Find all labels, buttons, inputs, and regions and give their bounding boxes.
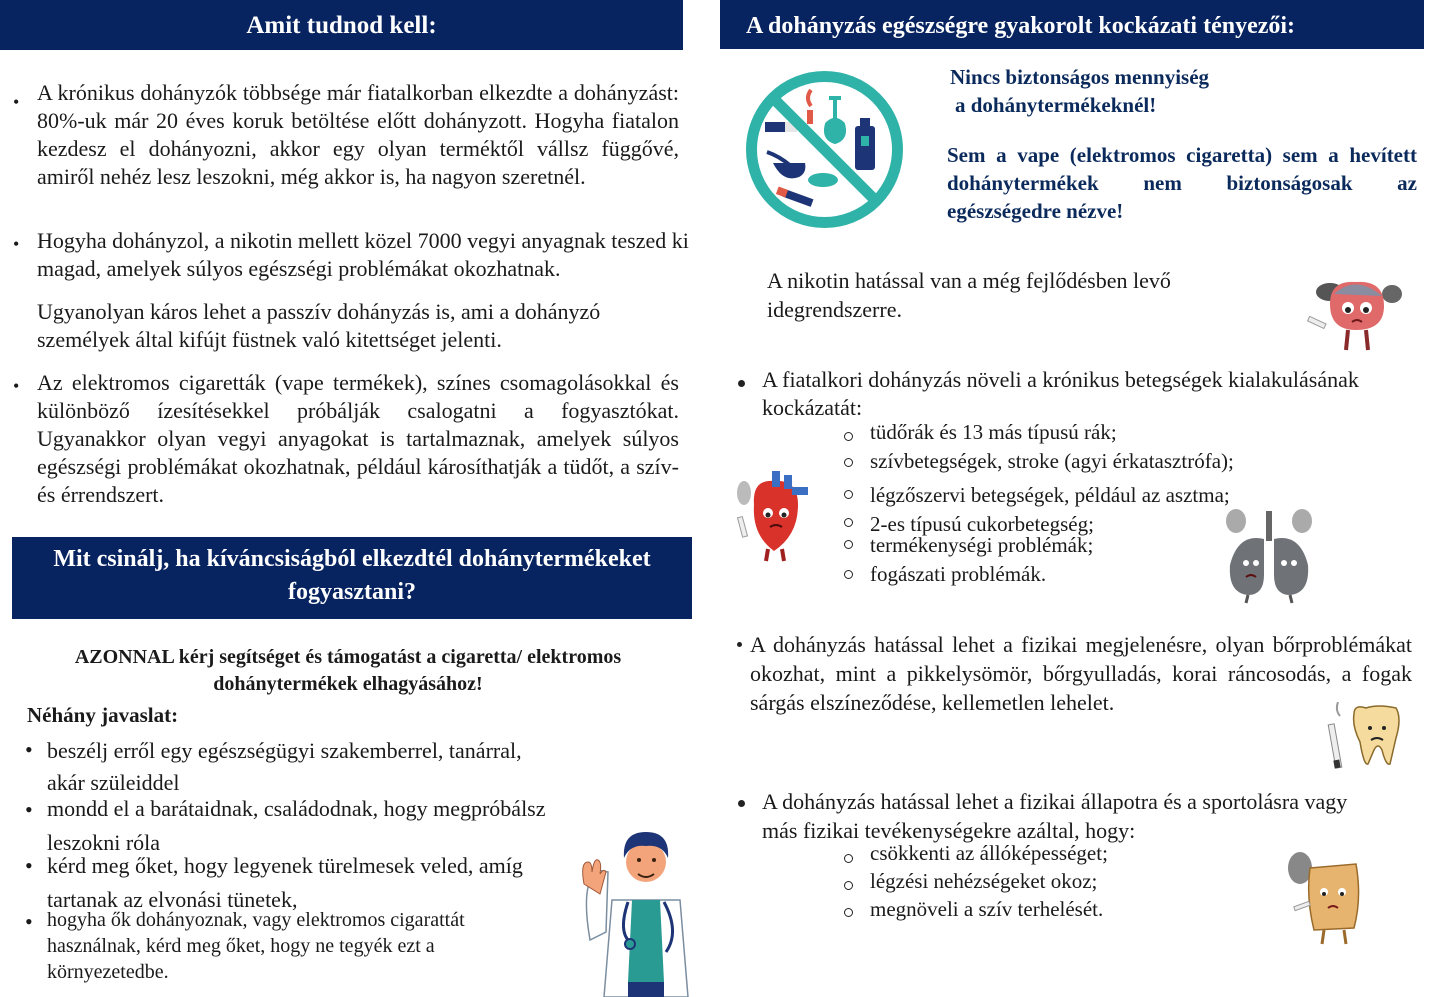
physical-item: megnöveli a szív terhelését. bbox=[870, 897, 1104, 921]
tired-sponge-illustration bbox=[1280, 848, 1376, 948]
nicotine-line1: A nikotin hatással van a még fejlődésben levő bbox=[767, 268, 1171, 293]
sub-bullet bbox=[844, 570, 853, 579]
bullet: • bbox=[13, 234, 20, 254]
section-title-line2: fogyasztani? bbox=[288, 579, 416, 605]
no-tobacco-products-icon bbox=[743, 68, 906, 231]
suggestion-line: használnak, kérd meg őket, hogy ne tegyék ezt a bbox=[47, 935, 435, 957]
chronic-item: 2-es típusú cukorbetegség; bbox=[870, 512, 1094, 536]
fact-passive-smoking: Ugyanolyan káros lehet a passzív dohányzás is, ami a dohányzó személyek által kifújt füstnek való kitettséget jelenti. bbox=[37, 299, 601, 352]
nicotine-line2: idegrendszerre. bbox=[767, 297, 902, 322]
physical-effects-intro bbox=[762, 787, 1347, 845]
chronic-item: tüdőrák és 13 más típusú rák; bbox=[870, 420, 1117, 444]
sub-bullet bbox=[844, 518, 853, 527]
fact-early-smoking: A krónikus dohányzók többsége már fiatalkorban elkezdte a dohányzást: 80%-uk már 20 éves koruk betöltése előtt dohányzott. Hogyha fiatalon kezdesz el dohányozni, akkor egy olyan terméktől vállsz függővé, amiről nehéz lesz leszokni, még akkor is, ha nagyon szeretnél. bbox=[37, 80, 679, 189]
suggestion-line: mondd el a barátaidnak, családodnak, hogy megpróbálsz bbox=[47, 796, 546, 821]
chronic-item: termékenységi problémák; bbox=[870, 533, 1094, 557]
bullet: • bbox=[25, 797, 33, 822]
call-line1: AZONNAL kérj segítséget és támogatást a cigaretta/ elektromos bbox=[74, 646, 622, 668]
suggestion-line: akár szüleiddel bbox=[47, 770, 180, 795]
suggestion-line: leszokni róla bbox=[47, 830, 161, 855]
sub-bullet bbox=[844, 881, 853, 890]
vape-warning: Sem a vape (elektromos cigaretta) sem a hevített dohánytermékek nem biztonságosak az egészségedre nézve! bbox=[947, 143, 1417, 223]
bullet bbox=[738, 380, 745, 387]
no-safe-amount-heading bbox=[950, 63, 1209, 119]
sub-bullet bbox=[844, 490, 853, 499]
section-header-what-to-do bbox=[12, 537, 692, 619]
doctor-illustration bbox=[570, 822, 720, 997]
chronic-item: szívbetegségek, stroke (agyi érkatasztrófa); bbox=[870, 449, 1234, 473]
physical-line1: A dohányzás hatással lehet a fizikai állapotra és a sportolásra vagy bbox=[762, 789, 1348, 814]
suggestion-line: kérd meg őket, hogy legyenek türelmesek veled, amíg bbox=[47, 853, 523, 878]
fact-chemicals: Hogyha dohányzol, a nikotin mellett közel 7000 vegyi anyagnak teszed ki magad, amelyek súlyos egészségi problémákat okozhatnak. bbox=[37, 228, 689, 281]
smoking-brain-illustration bbox=[1300, 274, 1408, 358]
suggestion-line: környezetedbe. bbox=[47, 961, 169, 983]
physical-item: légzési nehézségeket okoz; bbox=[870, 869, 1098, 893]
bullet bbox=[738, 800, 745, 807]
smoking-tooth-illustration bbox=[1326, 702, 1404, 772]
sub-bullet bbox=[844, 540, 853, 549]
fact-e-cigarettes: Az elektromos cigaretták (vape termékek), színes csomagolásokkal és különböző ízesítésekkel próbálják csalogatni a fogyasztókat. Ugyanakkor olyan vegyi anyagokat is tartalmaznak, amelyek súlyos egészségi problémákat okozhatnak, például károsíthatják a tüdőt, a szív- és érrendszert. bbox=[37, 370, 679, 507]
bullet: • bbox=[13, 92, 20, 112]
physical-item: csökkenti az állóképességet; bbox=[870, 841, 1108, 865]
no-safe-line1: Nincs biztonságos mennyiség bbox=[950, 65, 1210, 89]
suggestion-item bbox=[47, 735, 522, 799]
section-title-line1: Mit csinálj, ha kíváncsiságból elkezdtél dohánytermékeket bbox=[53, 546, 651, 572]
sub-bullet bbox=[844, 908, 853, 917]
suggestions-label: Néhány javaslat: bbox=[27, 703, 179, 727]
bullet bbox=[737, 642, 742, 647]
bullet: • bbox=[25, 909, 33, 934]
bullet: • bbox=[25, 853, 33, 878]
bullet: • bbox=[25, 737, 33, 762]
physical-line2: más fizikai tevékenységekre azáltal, hogy: bbox=[762, 818, 1136, 843]
appearance-effects: A dohányzás hatással lehet a fizikai megjelenésre, olyan bőrproblémákat okozhat, mint a pikkelysömör, bőrgyulladás, korai ráncosodás, a fogak sárgás elszíneződése, kellemetlen lehelet. bbox=[750, 632, 1412, 715]
chronic-item: légzőszervi betegségek, például az asztma; bbox=[870, 483, 1230, 507]
section-header-health-risks: A dohányzás egészségre gyakorolt kockázati tényezői: bbox=[720, 0, 1424, 49]
call-to-action bbox=[0, 644, 696, 698]
smoking-lungs-illustration bbox=[1218, 505, 1320, 605]
sub-bullet bbox=[844, 458, 853, 467]
suggestion-line: beszélj erről egy egészségügyi szakemberrel, tanárral, bbox=[47, 738, 522, 763]
suggestion-line: hogyha ők dohányoznak, vagy elektromos cigarattát bbox=[47, 909, 465, 931]
sub-bullet bbox=[844, 854, 853, 863]
suggestion-line: tartanak az elvonási tünetek, bbox=[47, 887, 298, 912]
suggestion-item bbox=[47, 907, 465, 985]
chronic-item: fogászati problémák. bbox=[870, 562, 1047, 586]
sub-bullet bbox=[844, 432, 853, 441]
bullet: • bbox=[13, 376, 20, 396]
call-line2: dohánytermékek elhagyásához! bbox=[213, 673, 483, 695]
nicotine-statement bbox=[767, 266, 1171, 324]
section-header-what-to-know: Amit tudnod kell: bbox=[0, 0, 683, 50]
no-safe-line2: a dohánytermékeknél! bbox=[955, 93, 1157, 117]
smoking-heart-illustration bbox=[728, 465, 820, 565]
chronic-disease-intro: A fiatalkori dohányzás növeli a krónikus betegségek kialakulásának kockázatát: bbox=[762, 367, 1359, 420]
